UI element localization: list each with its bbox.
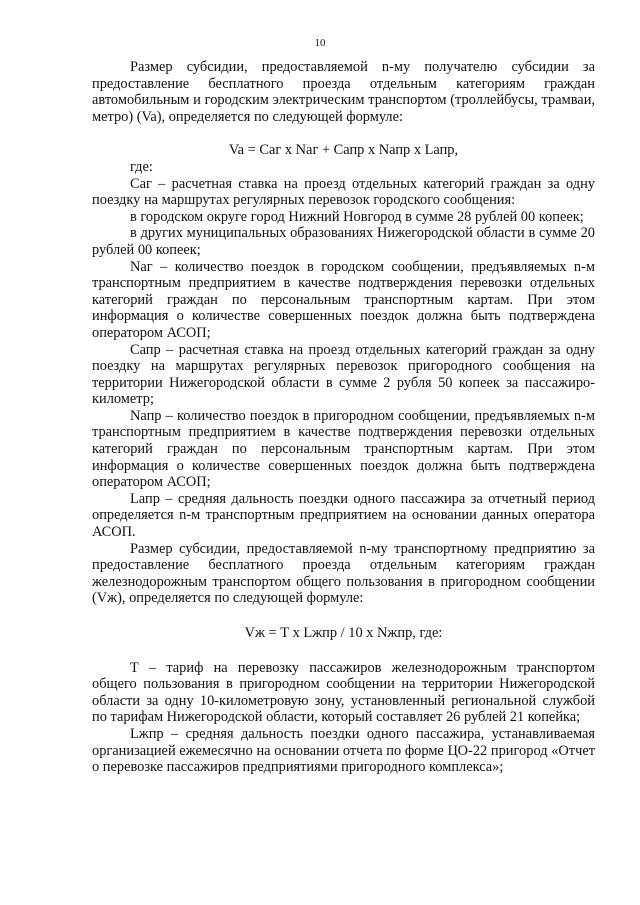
definition-lapr: Lапр – средняя дальность поездки одного пассажира за отчетный период определяется n-м транспортным предприятием на основании данных оператора АСОП. bbox=[92, 490, 595, 541]
definition-other-rate: в других муниципальных образованиях Нижегородской области в сумме 20 рублей 00 копеек; bbox=[92, 225, 595, 258]
definition-nag: Nаг – количество поездок в городском сообщении, предъявляемых n-м транспортным предприятием в качестве подтверждения перевозки отдельных категорий граждан по персональным транспортным картам. При этом информация о количестве совершенных поездок должна быть подтверждена оператором АСОП; bbox=[92, 258, 595, 341]
document-body bbox=[92, 59, 595, 776]
definition-cag: Саг – расчетная ставка на проезд отдельных категорий граждан за одну поездку на маршрутах регулярных перевозок городского сообщения: bbox=[92, 175, 595, 209]
definition-nn-rate: в городском округе город Нижний Новгород в сумме 28 рублей 00 копеек; bbox=[130, 208, 584, 225]
definition-capr: Сапр – расчетная ставка на проезд отдельных категорий граждан за одну поездку на маршрутах регулярных перевозок пригородного сообщения на территории Нижегородской области в сумме 2 рубля 50 копеек за пассажиро-километр; bbox=[92, 341, 595, 408]
paragraph-subsidy-vzh-intro: Размер субсидии, предоставляемой n-му транспортному предприятию за предоставление бесплатного проезда отдельным категориям граждан железнодорожным транспортом общего пользования в пригородном сообщении (Vж), определяется по следующей формуле: bbox=[92, 540, 595, 607]
definition-napr: Nапр – количество поездок в пригородном сообщении, предъявляемых n-м транспортным предприятием в качестве подтверждения перевозки отдельных категорий граждан по персональным транспортным картам. При этом информация о количестве совершенных поездок должна быть подтверждена оператором АСОП; bbox=[92, 407, 595, 491]
formula-vzh: Vж = Т x Lжпр / 10 x Nжпр, где: bbox=[244, 625, 443, 641]
paragraph-subsidy-va-intro: Размер субсидии, предоставляемой n-му получателю субсидии за предоставление бесплатного проезда отдельным категориям граждан автомобильным и городским электрическим транспортом (троллейбусы, трамваи, метро) (Va), определяется по следующей формуле: bbox=[92, 59, 595, 125]
definition-t: Т – тариф на перевозку пассажиров железнодорожным транспортом общего пользования в пригородном сообщении на территории Нижегородской области за одну 10-километровую зону, установленный региональной службой по тарифам Нижегородской области, который составляет 26 рублей 21 копейка; bbox=[92, 659, 595, 726]
definition-lzhpr: Lжпр – средняя дальность поездки одного пассажира, устанавливаемая организацией ежемесячно на основании отчета по форме ЦО-22 пригород «Отчет о перевозке пассажиров предприятиями пригородного комплекса»; bbox=[92, 725, 595, 776]
page-number: 10 bbox=[314, 37, 326, 49]
formula-va: Va = Саг x Nаг + Сапр x Nапр x Lапр, bbox=[228, 142, 459, 159]
where-label: где: bbox=[130, 158, 153, 175]
